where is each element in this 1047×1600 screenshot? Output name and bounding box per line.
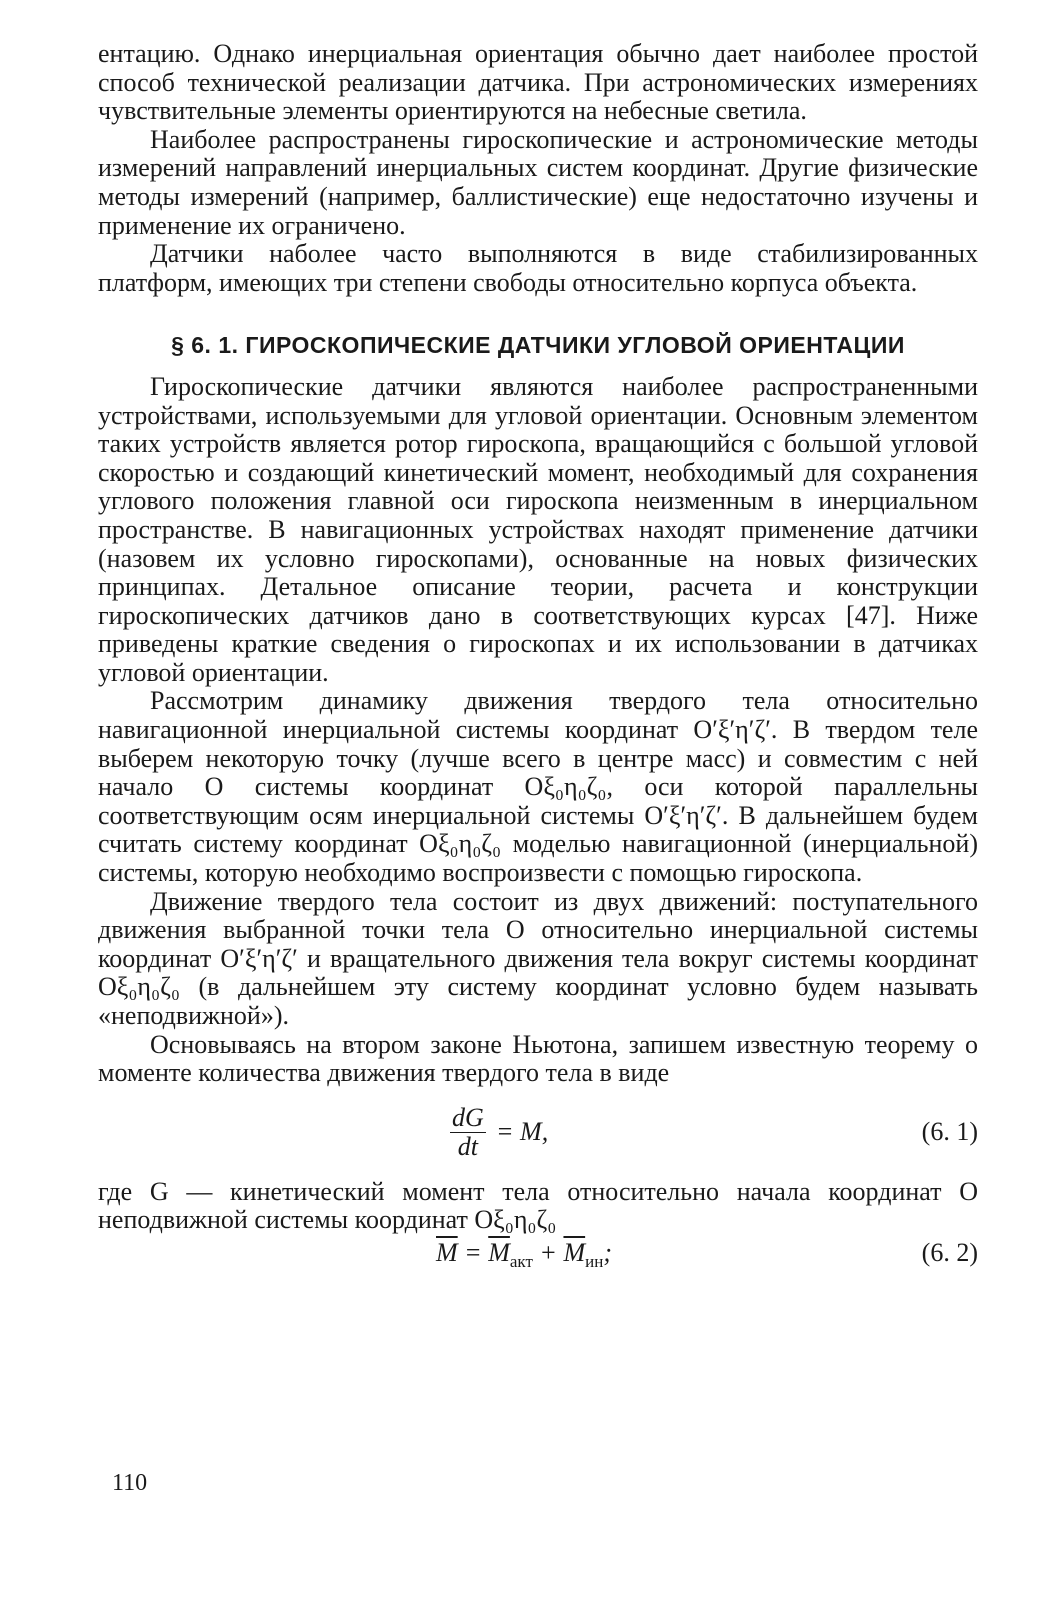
section-heading: § 6. 1. ГИРОСКОПИЧЕСКИЕ ДАТЧИКИ УГЛОВОЙ ОРИЕНТАЦИИ	[171, 332, 905, 359]
subscript-active: акт	[509, 1252, 533, 1272]
equation-6-2	[98, 1239, 978, 1275]
paragraph-4: Гироскопические датчики являются наиболее распространенными устройствами, используемыми для угловой ориентации. Основным элементом таких устройств является ротор гироскопа, вращающийся с большой угловой скоростью и создающий кинетический момент, необходимый для сохранения углового положения главной оси гироскопа неизменным в инерциальном пространстве. В навигационных устройствах находят применение датчики (назовем их условно гироскопами), основанные на новых физических принципах. Детальное описание теории, расчета и конструкции гироскопических датчиков дано в соответствующих курсах [47]. Ниже приведены краткие сведения о гироскопах и их использовании в датчиках угловой ориентации.	[98, 371, 978, 687]
equation-6-1	[98, 1104, 978, 1164]
plus-sign: +	[532, 1237, 564, 1267]
text-column	[98, 40, 978, 1275]
equation-rhs: = M,	[496, 1116, 549, 1146]
equals-sign: =	[457, 1237, 489, 1267]
paragraph-1: ентацию. Однако инерциальная ориентация обычно дает наиболее простой способ технической реализации датчика. При астрономических измерениях чувствительные элементы ориентируются на небесные светила.	[98, 39, 978, 126]
equation-number: (6. 1)	[921, 1116, 978, 1146]
equation-body	[436, 1239, 612, 1277]
paragraph-7: Основываясь на втором законе Ньютона, запишем известную теорему о моменте количества движения твердого тела в виде	[98, 1029, 978, 1088]
equation-number: (6. 2)	[921, 1237, 978, 1267]
fraction-numerator: dG	[452, 1102, 484, 1132]
semicolon: ;	[603, 1237, 612, 1267]
moment-total: $\overline{M}$	[436, 1237, 458, 1267]
paragraph-2: Наиболее распространены гироскопические и астрономические методы измерений направлений инерциальных систем координат. Другие физические методы измерений (например, баллистические) еще недостаточно изучены и применение их ограничено.	[98, 124, 978, 240]
subscript-inertial: ин	[585, 1252, 604, 1272]
paragraph-6: Движение твердого тела состоит из двух движений: поступательного движения выбранной точки тела O относительно инерциальной системы координат O′ξ′η′ζ′ и вращательного движения тела вокруг системы координат Oξ₀η₀ζ₀ (в дальнейшем эту систему координат условно будем называть «неподвижной»).	[98, 886, 978, 1030]
paragraph-3: Датчики наболее часто выполняются в виде стабилизированных платформ, имеющих три степени свободы относительно корпуса объекта.	[98, 239, 978, 297]
equation-fraction	[450, 1104, 486, 1161]
page-number: 110	[112, 1470, 148, 1496]
moment-active: $\overline{M}$	[488, 1237, 510, 1267]
paragraph-5: Рассмотрим динамику движения твердого тела относительно навигационной инерциальной системы координат O′ξ′η′ζ′. В твердом теле выберем некоторую точку (лучше всего в центре масс) и совместим с ней начало O системы координат Oξ₀η₀ζ₀, оси которой параллельны соответствующим осям инерциальной системы O′ξ′η′ζ′. В дальнейшем будем считать систему координат Oξ₀η₀ζ₀ моделью навигационной (инерциальной) системы, которую необходимо воспроизвести с помощью гироскопа.	[98, 686, 978, 888]
paragraph-8: где G — кинетический момент тела относительно начала координат O неподвижной системы координат Oξ₀η₀ζ₀	[98, 1176, 978, 1235]
fraction-denominator: dt	[457, 1131, 478, 1161]
moment-inertial: $\overline{M}$	[563, 1237, 586, 1267]
